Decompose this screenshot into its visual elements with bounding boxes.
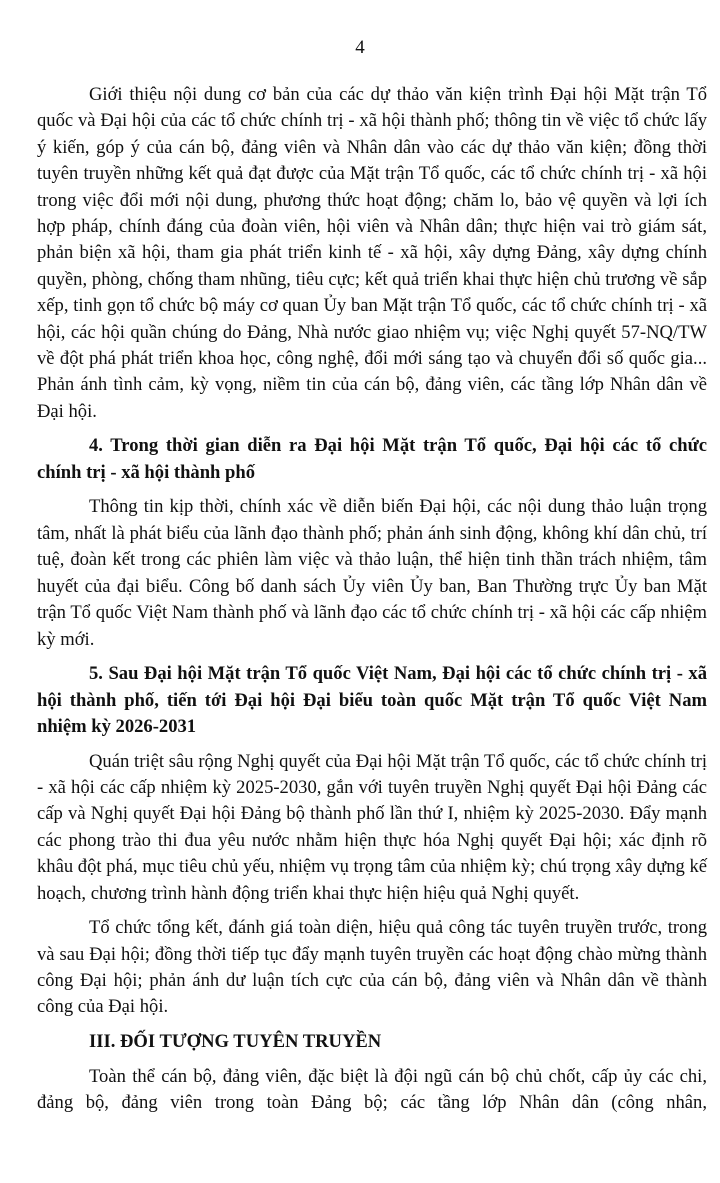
document-body	[37, 82, 707, 1125]
section-heading-iii: III. ĐỐI TƯỢNG TUYÊN TRUYỀN	[89, 1030, 382, 1052]
paragraph-intro: Giới thiệu nội dung cơ bản của các dự thảo văn kiện trình Đại hội Mặt trận Tổ quốc và Đại hội của các tổ chức chính trị - xã hội thành phố; thông tin về việc tổ chức lấy ý kiến, góp ý của cán bộ, đảng viên và Nhân dân vào các dự thảo văn kiện; đồng thời tuyên truyền những kết quả đạt được của Mặt trận Tổ quốc, các tổ chức chính trị - xã hội trong việc đổi mới nội dung, phương thức hoạt động; chăm lo, bảo vệ quyền và lợi ích hợp pháp, chính đáng của đoàn viên, hội viên và Nhân dân; thực hiện vai trò giám sát, phản biện xã hội, tham gia phát triển kinh tế - xã hội, xây dựng Đảng, xây dựng chính quyền, phòng, chống tham nhũng, tiêu cực; kết quả triển khai thực hiện chủ trương về sắp xếp, tinh gọn tổ chức bộ máy cơ quan Ủy ban Mặt trận Tổ quốc, các tổ chức chính trị - xã hội, các hội quần chúng do Đảng, Nhà nước giao nhiệm vụ; việc Nghị quyết 57-NQ/TW về đột phá phát triển khoa học, công nghệ, đổi mới sáng tạo và chuyển đổi số quốc gia... Phản ánh tình cảm, kỳ vọng, niềm tin của cán bộ, đảng viên, các tầng lớp Nhân dân về Đại hội.	[37, 84, 707, 422]
paragraph-during-congress: Thông tin kịp thời, chính xác về diễn biến Đại hội, các nội dung thảo luận trọng tâm, nhất là phát biểu của lãnh đạo thành phố; phản ánh sinh động, không khí dân chủ, trí tuệ, đoàn kết trong các phiên làm việc và thảo luận, thể hiện tinh thần trách nhiệm, tâm huyết của đại biểu. Công bố danh sách Ủy viên Ủy ban, Ban Thường trực Ủy ban Mặt trận Tổ quốc Việt Nam thành phố và lãnh đạo các tổ chức chính trị - xã hội các cấp nhiệm kỳ mới.	[37, 496, 707, 650]
paragraph-audience: Toàn thể cán bộ, đảng viên, đặc biệt là đội ngũ cán bộ chủ chốt, cấp ủy các chi, đảng bộ, đảng viên trong toàn Đảng bộ; các tầng lớp Nhân dân (công nhân,	[37, 1065, 707, 1113]
section-heading-5: 5. Sau Đại hội Mặt trận Tổ quốc Việt Nam, Đại hội các tổ chức chính trị - xã hội thành phố, tiến tới Đại hội Đại biểu toàn quốc Mặt trận Tổ quốc Việt Nam nhiệm kỳ 2026-2031	[37, 663, 707, 737]
page-number: 4	[355, 37, 365, 58]
paragraph-summary: Tổ chức tổng kết, đánh giá toàn diện, hiệu quả công tác tuyên truyền trước, trong và sau Đại hội; đồng thời tiếp tục đẩy mạnh tuyên truyền các hoạt động chào mừng thành công Đại hội; phản ánh dư luận tích cực của cán bộ, đảng viên và Nhân dân về thành công của Đại hội.	[37, 917, 707, 1018]
paragraph-after-congress: Quán triệt sâu rộng Nghị quyết của Đại hội Mặt trận Tổ quốc, các tổ chức chính trị - xã hội các cấp nhiệm kỳ 2025-2030, gắn với tuyên truyền Nghị quyết Đại hội Đảng các cấp và Nghị quyết Đại hội Đảng bộ thành phố lần thứ I, nhiệm kỳ 2025-2030. Đẩy mạnh các phong trào thi đua yêu nước nhằm hiện thực hóa Nghị quyết Đại hội; xác định rõ khâu đột phá, mục tiêu chủ yếu, nhiệm vụ trọng tâm của nhiệm kỳ; chú trọng xây dựng kế hoạch, chương trình hành động triển khai thực hiện hiệu quả Nghị quyết.	[37, 750, 708, 904]
section-heading-4: 4. Trong thời gian diễn ra Đại hội Mặt trận Tổ quốc, Đại hội các tổ chức chính trị - xã hội thành phố	[37, 435, 707, 483]
